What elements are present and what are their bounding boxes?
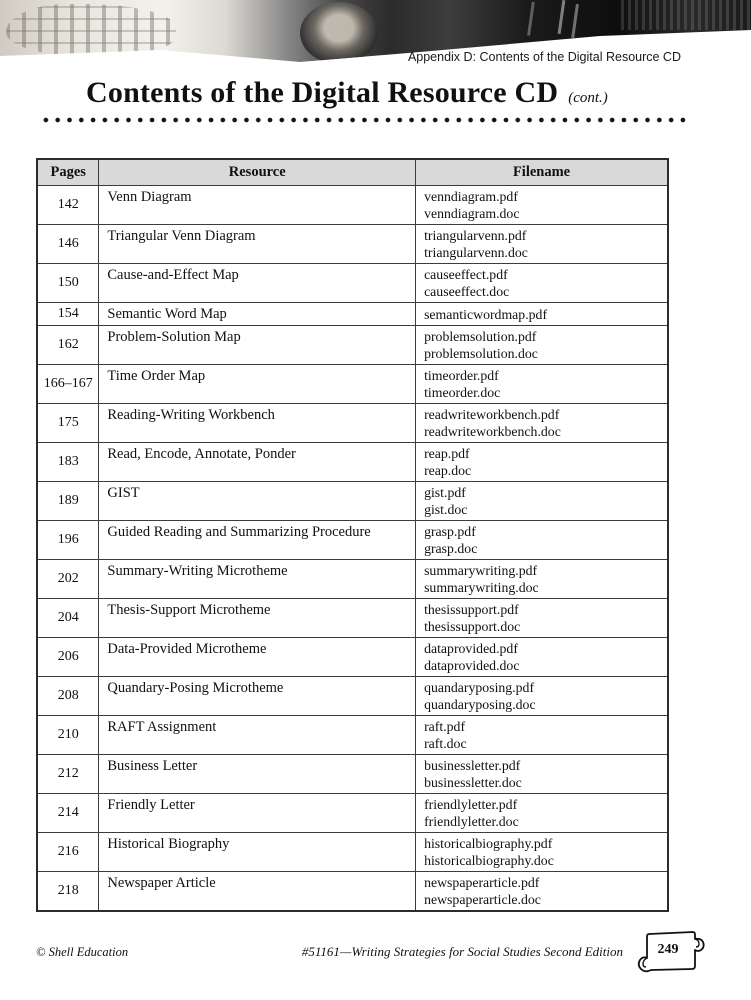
filename-cell <box>416 521 668 560</box>
resource-cell: Reading-Writing Workbench <box>99 404 416 443</box>
filename-line: causeeffect.pdf <box>424 267 508 282</box>
portrait-image <box>300 2 378 64</box>
filename-cell <box>416 755 668 794</box>
page-number-scroll <box>635 926 711 978</box>
resource-cell: Historical Biography <box>99 833 416 872</box>
filename-cell <box>416 326 668 365</box>
table-row <box>37 638 668 677</box>
page-title: Contents of the Digital Resource CD <box>86 76 559 109</box>
dotted-divider <box>38 116 688 124</box>
filename-line: businessletter.doc <box>424 775 522 790</box>
filename-cell <box>416 443 668 482</box>
resource-cell: Triangular Venn Diagram <box>99 225 416 264</box>
resource-cell: Read, Encode, Annotate, Ponder <box>99 443 416 482</box>
filename-line: friendlyletter.doc <box>424 814 519 829</box>
pages-cell: 183 <box>37 443 99 482</box>
pages-cell: 154 <box>37 303 99 326</box>
column-header-resource: Resource <box>99 159 416 186</box>
pages-cell: 206 <box>37 638 99 677</box>
table-row <box>37 264 668 303</box>
filename-line: thesissupport.doc <box>424 619 521 634</box>
filename-line: reap.pdf <box>424 446 470 461</box>
pages-cell: 218 <box>37 872 99 912</box>
filename-line: historicalbiography.doc <box>424 853 554 868</box>
title-cont-label: (cont.) <box>568 90 608 106</box>
filename-line: summarywriting.pdf <box>424 563 538 578</box>
filename-line: timeorder.pdf <box>424 368 499 383</box>
filename-cell <box>416 264 668 303</box>
table-row <box>37 404 668 443</box>
pages-cell: 146 <box>37 225 99 264</box>
table-row <box>37 225 668 264</box>
filename-line: businessletter.pdf <box>424 758 521 773</box>
filename-line: newspaperarticle.pdf <box>424 875 540 890</box>
resource-cell: Problem-Solution Map <box>99 326 416 365</box>
table-row <box>37 755 668 794</box>
filename-cell <box>416 677 668 716</box>
column-header-pages: Pages <box>37 159 99 186</box>
table-row <box>37 833 668 872</box>
filename-line: thesissupport.pdf <box>424 602 519 617</box>
filename-line: quandaryposing.pdf <box>424 680 535 695</box>
resource-cell: Time Order Map <box>99 365 416 404</box>
resource-cell: Newspaper Article <box>99 872 416 912</box>
filename-cell <box>416 186 668 225</box>
pages-cell: 210 <box>37 716 99 755</box>
table-row <box>37 794 668 833</box>
pages-cell: 142 <box>37 186 99 225</box>
pages-cell: 208 <box>37 677 99 716</box>
table-row <box>37 677 668 716</box>
filename-cell <box>416 404 668 443</box>
filename-cell <box>416 794 668 833</box>
resource-cell: Business Letter <box>99 755 416 794</box>
filename-line: reap.doc <box>424 463 472 478</box>
filename-cell <box>416 872 668 912</box>
filename-line: triangularvenn.pdf <box>424 228 527 243</box>
filename-line: timeorder.doc <box>424 385 501 400</box>
table-row <box>37 560 668 599</box>
filename-line: readwriteworkbench.doc <box>424 424 561 439</box>
pages-cell: 166–167 <box>37 365 99 404</box>
filename-cell <box>416 560 668 599</box>
filename-line: quandaryposing.doc <box>424 697 536 712</box>
filename-line: triangularvenn.doc <box>424 245 528 260</box>
resource-cell: Cause-and-Effect Map <box>99 264 416 303</box>
pages-cell: 196 <box>37 521 99 560</box>
colosseum-image <box>6 4 176 56</box>
resource-cell: Friendly Letter <box>99 794 416 833</box>
pages-cell: 216 <box>37 833 99 872</box>
filename-cell <box>416 599 668 638</box>
filename-line: gist.doc <box>424 502 468 517</box>
filename-cell <box>416 225 668 264</box>
filename-line: raft.pdf <box>424 719 466 734</box>
table-row <box>37 326 668 365</box>
crowd-image <box>621 0 751 30</box>
table-row <box>37 521 668 560</box>
pages-cell: 214 <box>37 794 99 833</box>
resource-cell: Guided Reading and Summarizing Procedure <box>99 521 416 560</box>
pages-cell: 150 <box>37 264 99 303</box>
filename-cell <box>416 303 668 326</box>
filename-cell <box>416 482 668 521</box>
footer-edition: #51161—Writing Strategies for Social Studies Second Edition <box>301 944 623 959</box>
filename-line: problemsolution.pdf <box>424 329 537 344</box>
pages-cell: 189 <box>37 482 99 521</box>
pages-cell: 162 <box>37 326 99 365</box>
table-body <box>37 186 668 912</box>
table-row <box>37 716 668 755</box>
filename-cell <box>416 365 668 404</box>
resource-cell: Venn Diagram <box>99 186 416 225</box>
filename-line: causeeffect.doc <box>424 284 510 299</box>
title-block <box>86 76 711 110</box>
resource-cell: GIST <box>99 482 416 521</box>
running-head: Appendix D: Contents of the Digital Resource CD <box>407 50 681 64</box>
page-number: 249 <box>657 942 679 957</box>
crane-image <box>558 0 566 34</box>
table-row <box>37 872 668 912</box>
table-header-row <box>37 159 668 186</box>
pages-cell: 204 <box>37 599 99 638</box>
filename-cell <box>416 716 668 755</box>
filename-line: friendlyletter.pdf <box>424 797 518 812</box>
filename-cell <box>416 638 668 677</box>
pages-cell: 202 <box>37 560 99 599</box>
resource-cell: Thesis-Support Microtheme <box>99 599 416 638</box>
table-row <box>37 443 668 482</box>
resource-cell: Summary-Writing Microtheme <box>99 560 416 599</box>
resource-cell: Quandary-Posing Microtheme <box>99 677 416 716</box>
resource-cell: Semantic Word Map <box>99 303 416 326</box>
filename-line: historicalbiography.pdf <box>424 836 553 851</box>
footer-copyright: © Shell Education <box>36 945 129 959</box>
filename-line: dataprovided.pdf <box>424 641 518 656</box>
table-wrap <box>36 158 669 912</box>
table-row <box>37 482 668 521</box>
contents-table <box>36 158 669 912</box>
pages-cell: 175 <box>37 404 99 443</box>
filename-line: semanticwordmap.pdf <box>424 306 548 322</box>
filename-line: dataprovided.doc <box>424 658 520 673</box>
resource-cell: Data-Provided Microtheme <box>99 638 416 677</box>
filename-line: venndiagram.pdf <box>424 189 518 204</box>
filename-line: readwriteworkbench.pdf <box>424 407 560 422</box>
filename-line: grasp.doc <box>424 541 478 556</box>
filename-line: raft.doc <box>424 736 467 751</box>
filename-line: grasp.pdf <box>424 524 476 539</box>
table-row <box>37 599 668 638</box>
pages-cell: 212 <box>37 755 99 794</box>
resource-cell: RAFT Assignment <box>99 716 416 755</box>
table-row <box>37 303 668 326</box>
filename-line: gist.pdf <box>424 485 466 500</box>
filename-line: venndiagram.doc <box>424 206 520 221</box>
column-header-filename: Filename <box>416 159 668 186</box>
table-row <box>37 365 668 404</box>
table-row <box>37 186 668 225</box>
filename-cell <box>416 833 668 872</box>
filename-line: newspaperarticle.doc <box>424 892 541 907</box>
filename-line: problemsolution.doc <box>424 346 538 361</box>
filename-line: summarywriting.doc <box>424 580 539 595</box>
